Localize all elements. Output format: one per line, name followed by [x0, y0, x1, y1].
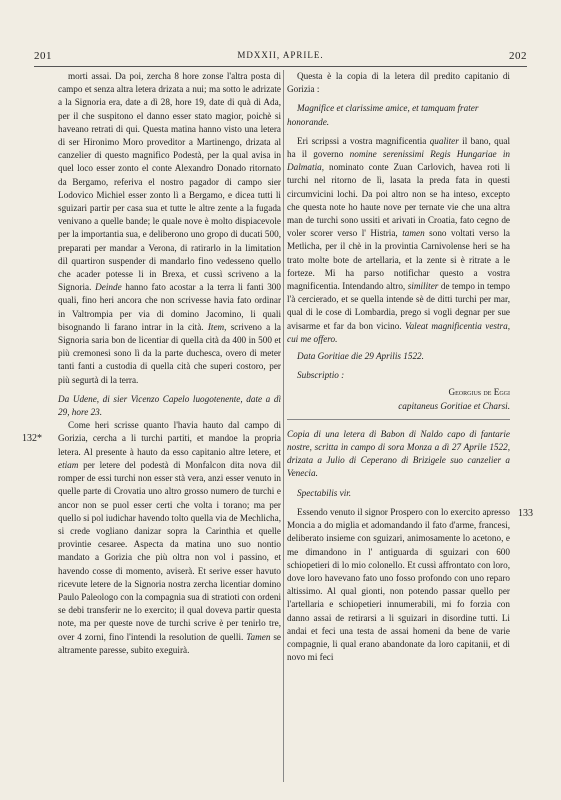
letter-date: Data Goritiae die 29 Aprilis 1522.: [297, 351, 424, 362]
subscription-label: Subscriptio :: [297, 370, 345, 381]
running-title: MDXXII, APRILE.: [237, 50, 324, 60]
left-entry-heading: Da Udene, di sier Vicenzo Capelo luogotenente, date a dì 29, hore 23.: [58, 393, 281, 418]
right-entry-heading: Copia di una letera di Babon di Naldo capo di fantarie nostre, scritta in campo di sora Monza a dì 27 Aprile 1522, drizata a Julio di Ceperano di Brizigele suo canzelier a Venecia.: [287, 428, 510, 479]
left-paragraph-1: morti assai. Da poi, zercha 8 hore zonse l'altra posta di campo et senza altra letera drizata a nui; ma sotto le adrizate a la Signoria era, date a dì 28, hore 19, date di quà di Ada, per il che suspitono el danno esser stato magior, poichè si haveano retrati di qui. Questa matina hanno visto una letera di ser Hironimo Moro proveditor a Martinengo, drizata al canzelier di questo magnifico Podestà, per la qual avisa in quel loco esser zonto el conte Alexandro Donado ritornato da Bergamo, referiva el nostro pagador di campo sier Lodovico Michiel esser zonto lì a Bergamo, e dicea tutti li sguizari partir per casa sua et tutte le altre zente a la fugada venivano a quelle bande; le quale nove è molto dispiacevole per la importantia sua, e deliberono uno gropo di ducati 500, preparati per mandar a Verona, di ratirarlo in la limitation dil quartiron suspender di mandarlo fino vedesseno quello che acader potesse li in Brexa, et cussì scriveno a la Signoria. Deinde hanno fato acostar a la terra li fanti 300 quali, fino heri ancora che non scrivesse havia fato ordinar in Valtrompia per via di domino Jacomino, li quali bisognando li farano intrar in la cità. Item, scriveno a la Signoria saria bon de licentiar di quella cità da 400 in 500 et più cremonesi sono lì da la parte duchesca, overo di meter tanti fanti a custodia di quella cità che superi costoro, per più segurtà di la terra.: [58, 71, 282, 385]
column-divider: [283, 70, 284, 782]
letter-salutation: Magnifice et clarissime amice, et tamquam frater honorande.: [287, 103, 479, 127]
second-salutation: Spectabilis vir.: [297, 487, 352, 498]
right-intro: Questa è la copia di la letera dil predito capitanio di Gorizia :: [287, 71, 510, 95]
section-rule: [287, 419, 510, 420]
left-column: [58, 70, 281, 657]
second-letter-body: Essendo venuto il signor Prospero con lo exercito apresso Moncia a do miglia et adomandando il fato d'arme, francesi, deliberato insieme con sguizari, animosamente lo acetono, e me dimandono in l' antiguarda di sguizari con 600 schiopetieri di lo mio colonello. Et cussì affrontato con loro, dove loro havevano fato uno fosso profondo con uno reparo altissimo. Al qual gionti, non potendo passar quello per l'artellaria e schiopetieri innumerabili, mi fo forzia con danno assai de retirarsi a li sguizari in disordine tutti. Li andai et feci una testa de assai homeni da bene de varie compagnie, li qual erano abandonate da loro capitanii, et di novo mi feci: [287, 506, 510, 663]
signature-name: Georgius de Eggi: [448, 387, 510, 398]
margin-number-left: 132*: [22, 433, 42, 444]
signature-title: capitaneus Goritiae et Charsi.: [398, 400, 510, 411]
page-number-right: 202: [509, 50, 527, 62]
letter-body: Eri scripssi a vostra magnificentia qualiter il bano, qual ha il governo nomine serenissimi Regis Hungariae in Dalmatia, nominato conte Zuan Carlovich, havea roti li turchi nel ritorno de lì, lasata la preda fata in questi circumvicini lochi. Da poi altro non se ha inteso, excepto che questa note ho haute nove per ternate vie che una altra man de turchi sono ussiti et arivati in Croatia, fato cegno de voler scorer verso l' Histria, tamen sono voltati verso la Metlicha, per il chè in la provintia Carnivolense heri se ha trato molte bote de artellaria, et la zente si è ritrate a le forteze. Mi ha parso notifichar questo a vostra magnificentia. Intendando altro, similiter de tempo in tempo l'à cercierado, et se quella intende sè de ditti turchi per mar, qual di le cose di Lombardia, prego si vogli degnar per sue avisarme et far da bon vicino. Valeat magnificentia vestra, cui me offero.: [287, 135, 511, 344]
margin-number-right: 133: [518, 508, 533, 519]
header-rule: [34, 66, 527, 67]
left-paragraph-2: Come heri scrisse quanto l'havia hauto dal campo di Gorizia, cercha a li turchi partiti, et mandoe la propria letera. Al presente à hauto da esso capitanio altre letere, et etiam per letere del podestà di Monfalcon dita nova dil romper de essi turchi non esser stà vera, anzi esser venuto in quelle parte di Crovatia uno altro grosso numero de turchi e ancor non se puol esser certi che volta i torano; ma per quello si pol iudichar havendo tolto quella via de Mechlicha, si crede vogliano danizar sopra la Carinthia et quelle provintie cesaree. Aspecta da matina uno suo nontio mandato a Gorizia che più oltra non vol i passino, et havendo cosse di momento, aviserà. Et serive esser havuto ricevute letere de la Signoria nostra zercha licentiar domino Paulo Paleologo con la compagnia sua di stratioti con ordeni se debi transferir ne lo exercito; il qual doveva partir questa note, ma per queste nove de turchi scrive è per tenirlo tre, over 4 zorni, fino l'intendi la resolution de quelli. Tamen se altramente paresse, subito exeguirà.: [58, 420, 282, 655]
page-number-left: 201: [34, 50, 52, 62]
right-column: [287, 70, 510, 664]
